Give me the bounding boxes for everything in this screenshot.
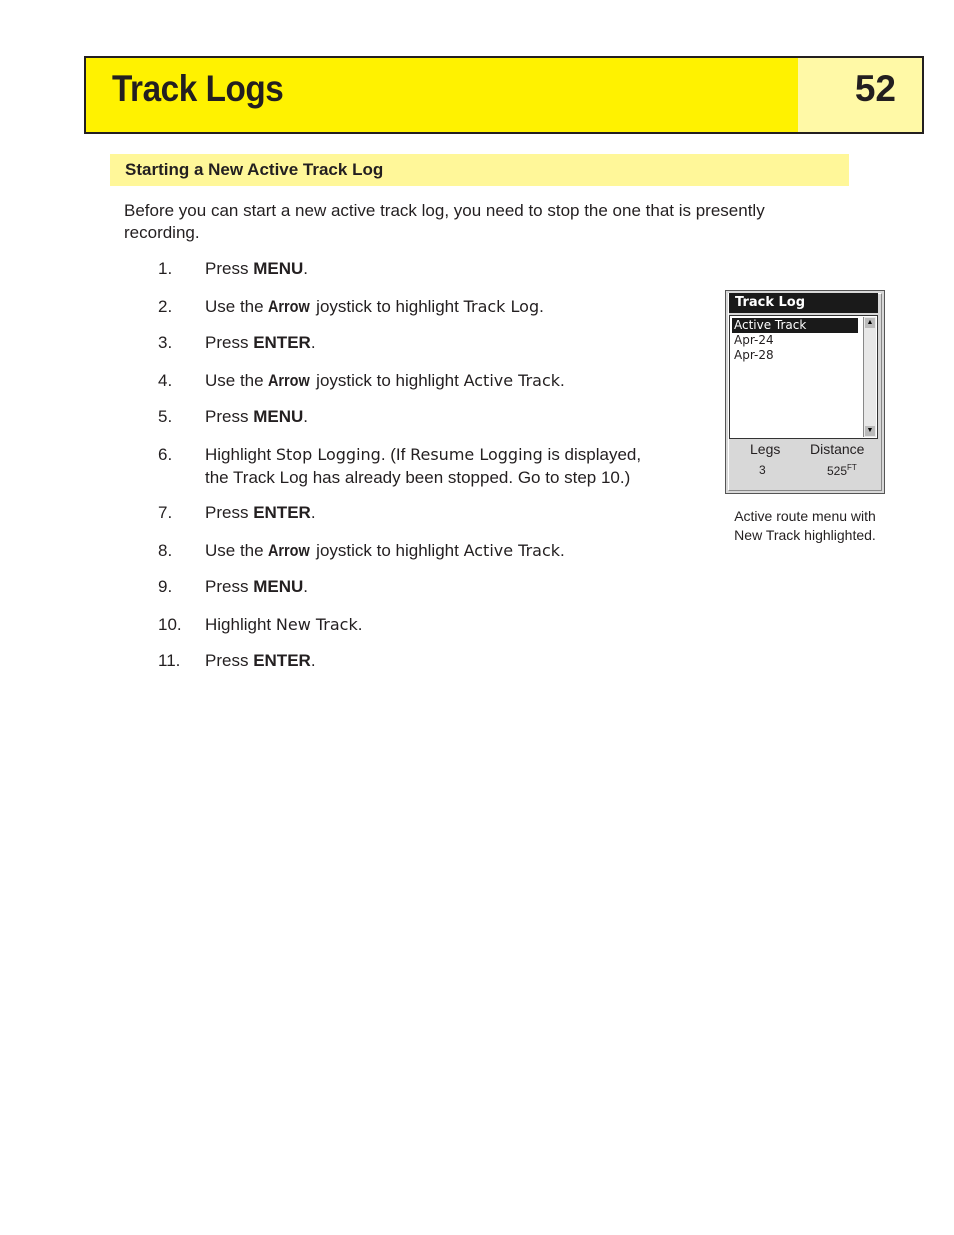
- section-title: Starting a New Active Track Log: [125, 160, 384, 179]
- section-header: [110, 154, 849, 186]
- legs-label: Legs: [750, 441, 781, 457]
- keyword-enter: ENTER: [253, 503, 311, 522]
- step-text: Use the Arrow joystick to highlight Track Log.: [205, 297, 544, 316]
- page-header: [84, 56, 924, 134]
- keyword-enter: ENTER: [253, 651, 311, 670]
- step-number: 4.: [158, 371, 173, 390]
- step-number: 11.: [158, 651, 181, 670]
- step-number: 10.: [158, 615, 182, 634]
- scroll-up-icon: ▲: [866, 319, 874, 326]
- step-text: Press MENU.: [205, 259, 308, 278]
- keyword-enter: ENTER: [253, 333, 311, 352]
- step-text: Use the Arrow joystick to highlight Active Track.: [205, 371, 565, 390]
- track-item-selected: Active Track: [732, 318, 858, 333]
- step-number: 8.: [158, 541, 173, 560]
- step-number: 7.: [158, 503, 173, 522]
- step-number: 6.: [158, 445, 173, 464]
- step-text: Press ENTER.: [205, 333, 316, 352]
- keyword-arrow: Arrow: [268, 541, 311, 560]
- track-item: Apr-28: [734, 348, 774, 362]
- step-text: Highlight New Track.: [205, 615, 363, 634]
- device-screenshot: [725, 290, 885, 494]
- scroll-down-icon: ▼: [866, 427, 874, 434]
- screen-term: Track Log: [463, 297, 540, 316]
- caption-line: New Track highlighted.: [734, 527, 876, 543]
- legs-value: 3: [759, 463, 766, 477]
- page-title: Track Logs: [112, 68, 284, 109]
- step-text: Press ENTER.: [205, 651, 316, 670]
- screen-term: New Track: [275, 615, 358, 634]
- caption-line: Active route menu with: [734, 508, 876, 524]
- screen-term: Active Track: [463, 371, 561, 390]
- step-number: 3.: [158, 333, 173, 352]
- device-title-bar: Track Log: [729, 293, 878, 313]
- step-text: Highlight Stop Logging. (If Resume Logging is displayed, the Track Log has already been stopped. Go to step 10.): [205, 445, 642, 487]
- keyword-menu: MENU: [253, 259, 304, 278]
- step-number: 2.: [158, 297, 173, 316]
- keyword-arrow: Arrow: [268, 297, 311, 316]
- page-number: 52: [854, 68, 896, 109]
- step-text: Use the Arrow joystick to highlight Active Track.: [205, 541, 565, 560]
- step-number: 1.: [158, 259, 173, 278]
- figure-caption: [720, 507, 890, 545]
- step-number: 9.: [158, 577, 173, 596]
- distance-value: $525^{FT}$: [827, 463, 857, 478]
- intro-paragraph: Before you can start a new active track log, you need to stop the one that is presently recording.: [124, 201, 765, 242]
- page-number-box: [798, 58, 922, 132]
- step-text: Press MENU.: [205, 407, 308, 426]
- step-number: 5.: [158, 407, 173, 426]
- screen-term: Resume Logging: [410, 445, 543, 464]
- step-text: Press ENTER.: [205, 503, 316, 522]
- keyword-menu: MENU: [253, 577, 304, 596]
- step-text: Press MENU.: [205, 577, 308, 596]
- track-stats: [729, 441, 878, 487]
- distance-unit: FT: [847, 463, 857, 472]
- track-item: Apr-24: [734, 333, 774, 347]
- screen-term: Active Track: [463, 541, 561, 560]
- keyword-arrow: Arrow: [268, 371, 311, 390]
- scrollbar: [863, 317, 876, 437]
- track-list: [729, 315, 878, 439]
- keyword-menu: MENU: [253, 407, 304, 426]
- screen-term: Stop Logging: [275, 445, 381, 464]
- distance-label: Distance: [810, 441, 865, 457]
